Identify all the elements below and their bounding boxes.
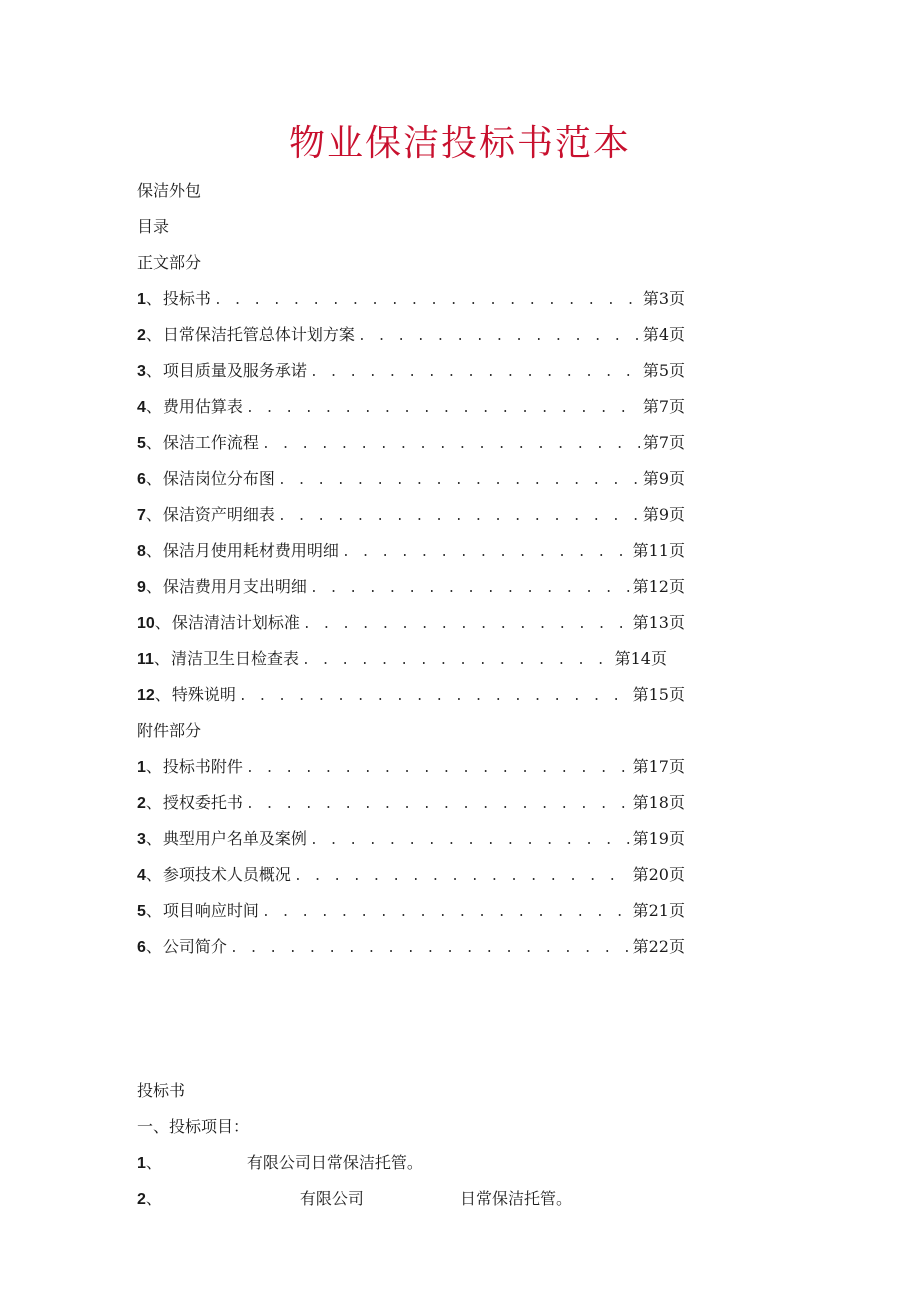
toc-leader-dots bbox=[310, 362, 640, 384]
toc-entry-separator: 、 bbox=[145, 325, 162, 344]
toc-entry-title: 费用估算表 bbox=[162, 397, 243, 416]
toc-entry-separator: 、 bbox=[145, 793, 162, 812]
toc-leader-dots bbox=[246, 794, 630, 816]
toc-entry-title: 保洁岗位分布图 bbox=[162, 469, 275, 488]
toc-entry[interactable] bbox=[137, 612, 685, 634]
toc-leader-dots bbox=[294, 866, 630, 888]
toc-entry[interactable] bbox=[137, 864, 685, 886]
body-item-separator: 、 bbox=[145, 1189, 162, 1208]
toc-entry-separator: 、 bbox=[145, 505, 162, 524]
toc-entry-number: 6 bbox=[137, 939, 146, 956]
toc-leader-dots bbox=[278, 470, 640, 492]
toc-entry-separator: 、 bbox=[145, 757, 162, 776]
toc-entry-title: 保洁费用月支出明细 bbox=[162, 577, 307, 596]
toc-leader-dots bbox=[214, 290, 640, 312]
document-title: 物业保洁投标书范本 bbox=[288, 123, 631, 164]
toc-entry-separator: 、 bbox=[145, 829, 162, 848]
toc-entry-number: 2 bbox=[137, 795, 146, 812]
toc-entry-page: 第3页 bbox=[642, 289, 685, 308]
toc-leader-dots bbox=[358, 326, 640, 348]
toc-entry-page: 第17页 bbox=[632, 757, 685, 776]
toc-entry[interactable] bbox=[137, 936, 685, 958]
toc-entry-separator: 、 bbox=[145, 901, 162, 920]
body-item-text-2: 日常保洁托管。 bbox=[459, 1189, 572, 1208]
toc-leader-dots bbox=[278, 506, 640, 528]
toc-entry-number: 11 bbox=[137, 651, 154, 668]
toc-entry-separator: 、 bbox=[145, 289, 162, 308]
toc-entry-page: 第20页 bbox=[632, 865, 685, 884]
toc-entry-number: 3 bbox=[137, 831, 146, 848]
toc-leader-dots bbox=[246, 398, 640, 420]
toc-entry-page: 第19页 bbox=[632, 829, 685, 848]
toc-entry-page: 第18页 bbox=[632, 793, 685, 812]
toc-entry-number: 12 bbox=[137, 687, 155, 704]
toc-entry-title: 项目响应时间 bbox=[162, 901, 259, 920]
body-item-number: 1 bbox=[137, 1155, 146, 1172]
toc-leader-dots bbox=[310, 578, 630, 600]
toc-entry-title: 保洁清洁计划标准 bbox=[171, 613, 300, 632]
toc-entry-page: 第21页 bbox=[632, 901, 685, 920]
toc-entry-separator: 、 bbox=[145, 361, 162, 380]
toc-entry-number: 6 bbox=[137, 471, 146, 488]
body-item-1 bbox=[137, 1153, 423, 1174]
toc-leader-dots bbox=[310, 830, 630, 852]
toc-heading: 目录 bbox=[137, 217, 170, 236]
toc-entry-separator: 、 bbox=[145, 469, 162, 488]
toc-entry-page: 第15页 bbox=[632, 685, 685, 704]
toc-leader-dots bbox=[230, 938, 630, 960]
toc-leader-dots bbox=[302, 650, 612, 672]
toc-entry-title: 保洁月使用耗材费用明细 bbox=[162, 541, 339, 560]
toc-entry-number: 3 bbox=[137, 363, 146, 380]
toc-entry-separator: 、 bbox=[145, 433, 162, 452]
toc-entry[interactable] bbox=[137, 576, 685, 598]
toc-entry-page: 第4页 bbox=[642, 325, 685, 344]
body-item-number: 2 bbox=[137, 1191, 146, 1208]
toc-entry-number: 1 bbox=[137, 291, 146, 308]
body-heading: 投标书 bbox=[137, 1081, 186, 1100]
toc-entry[interactable] bbox=[137, 288, 685, 310]
toc-entry-title: 项目质量及服务承诺 bbox=[162, 361, 307, 380]
body-section-heading: 一、投标项目： bbox=[137, 1117, 250, 1136]
toc-entry-page: 第13页 bbox=[632, 613, 685, 632]
toc-entry[interactable] bbox=[137, 756, 685, 778]
toc-entry-page: 第7页 bbox=[642, 397, 685, 416]
toc-leader-dots bbox=[262, 902, 630, 924]
toc-leader-dots bbox=[246, 758, 630, 780]
toc-entry-title: 保洁工作流程 bbox=[162, 433, 259, 452]
toc-entry-number: 4 bbox=[137, 399, 146, 416]
toc-entry-title: 授权委托书 bbox=[162, 793, 243, 812]
toc-leader-dots bbox=[239, 686, 630, 708]
toc-entry-title: 投标书 bbox=[162, 289, 211, 308]
toc-entry-separator: 、 bbox=[145, 865, 162, 884]
toc-entry-number: 4 bbox=[137, 867, 146, 884]
toc-entry-page: 第7页 bbox=[642, 433, 685, 452]
toc-entry-number: 1 bbox=[137, 759, 146, 776]
toc-entry-page: 第9页 bbox=[642, 505, 685, 524]
toc-entry-page: 第14页 bbox=[614, 649, 667, 668]
toc-entry-title: 清洁卫生日检查表 bbox=[170, 649, 299, 668]
toc-entry-page: 第22页 bbox=[632, 937, 685, 956]
toc-entry-number: 7 bbox=[137, 507, 146, 524]
toc-entry-title: 典型用户名单及案例 bbox=[162, 829, 307, 848]
toc-entry-separator: 、 bbox=[145, 541, 162, 560]
body-item-2 bbox=[137, 1189, 572, 1210]
body-item-text: 有限公司 bbox=[299, 1189, 364, 1208]
toc-entry[interactable] bbox=[137, 648, 667, 670]
toc-entry-title: 公司简介 bbox=[162, 937, 227, 956]
toc-entry[interactable] bbox=[137, 540, 685, 562]
toc-entry[interactable] bbox=[137, 684, 685, 706]
toc-leader-dots bbox=[342, 542, 630, 564]
body-item-separator: 、 bbox=[145, 1153, 162, 1172]
toc-entry-separator: 、 bbox=[154, 613, 171, 632]
toc-entry-separator: 、 bbox=[154, 685, 171, 704]
toc-entry[interactable] bbox=[137, 324, 685, 346]
toc-entry-separator: 、 bbox=[145, 397, 162, 416]
toc-entry-separator: 、 bbox=[145, 577, 162, 596]
toc-entry-title: 特殊说明 bbox=[171, 685, 236, 704]
toc-entry[interactable] bbox=[137, 396, 685, 418]
toc-entry-number: 8 bbox=[137, 543, 146, 560]
toc-entry-title: 投标书附件 bbox=[162, 757, 243, 776]
toc-entry[interactable] bbox=[137, 432, 685, 454]
toc-entry-page: 第11页 bbox=[632, 541, 685, 560]
toc-entry[interactable] bbox=[137, 504, 685, 526]
toc-entry-title: 日常保洁托管总体计划方案 bbox=[162, 325, 355, 344]
toc-entry-page: 第12页 bbox=[632, 577, 685, 596]
toc-entry-number: 5 bbox=[137, 903, 146, 920]
toc-entry[interactable] bbox=[137, 792, 685, 814]
toc-entry-number: 2 bbox=[137, 327, 146, 344]
toc-entry-separator: 、 bbox=[145, 937, 162, 956]
toc-entry-title: 参项技术人员概况 bbox=[162, 865, 291, 884]
toc-entry[interactable] bbox=[137, 828, 685, 850]
toc-entry-title: 保洁资产明细表 bbox=[162, 505, 275, 524]
toc-leader-dots bbox=[262, 434, 640, 456]
toc-entry-page: 第5页 bbox=[642, 361, 685, 380]
main-section-heading: 正文部分 bbox=[137, 253, 202, 272]
toc-entry[interactable] bbox=[137, 900, 685, 922]
appendix-section-heading: 附件部分 bbox=[137, 721, 202, 740]
toc-leader-dots bbox=[303, 614, 630, 636]
toc-entry[interactable] bbox=[137, 468, 685, 490]
toc-entry-number: 5 bbox=[137, 435, 146, 452]
toc-entry-number: 10 bbox=[137, 615, 155, 632]
toc-entry-page: 第9页 bbox=[642, 469, 685, 488]
toc-entry[interactable] bbox=[137, 360, 685, 382]
subtitle: 保洁外包 bbox=[137, 181, 202, 200]
toc-entry-number: 9 bbox=[137, 579, 146, 596]
toc-entry-separator: 、 bbox=[153, 649, 170, 668]
body-item-text: 有限公司日常保洁托管。 bbox=[246, 1153, 423, 1172]
